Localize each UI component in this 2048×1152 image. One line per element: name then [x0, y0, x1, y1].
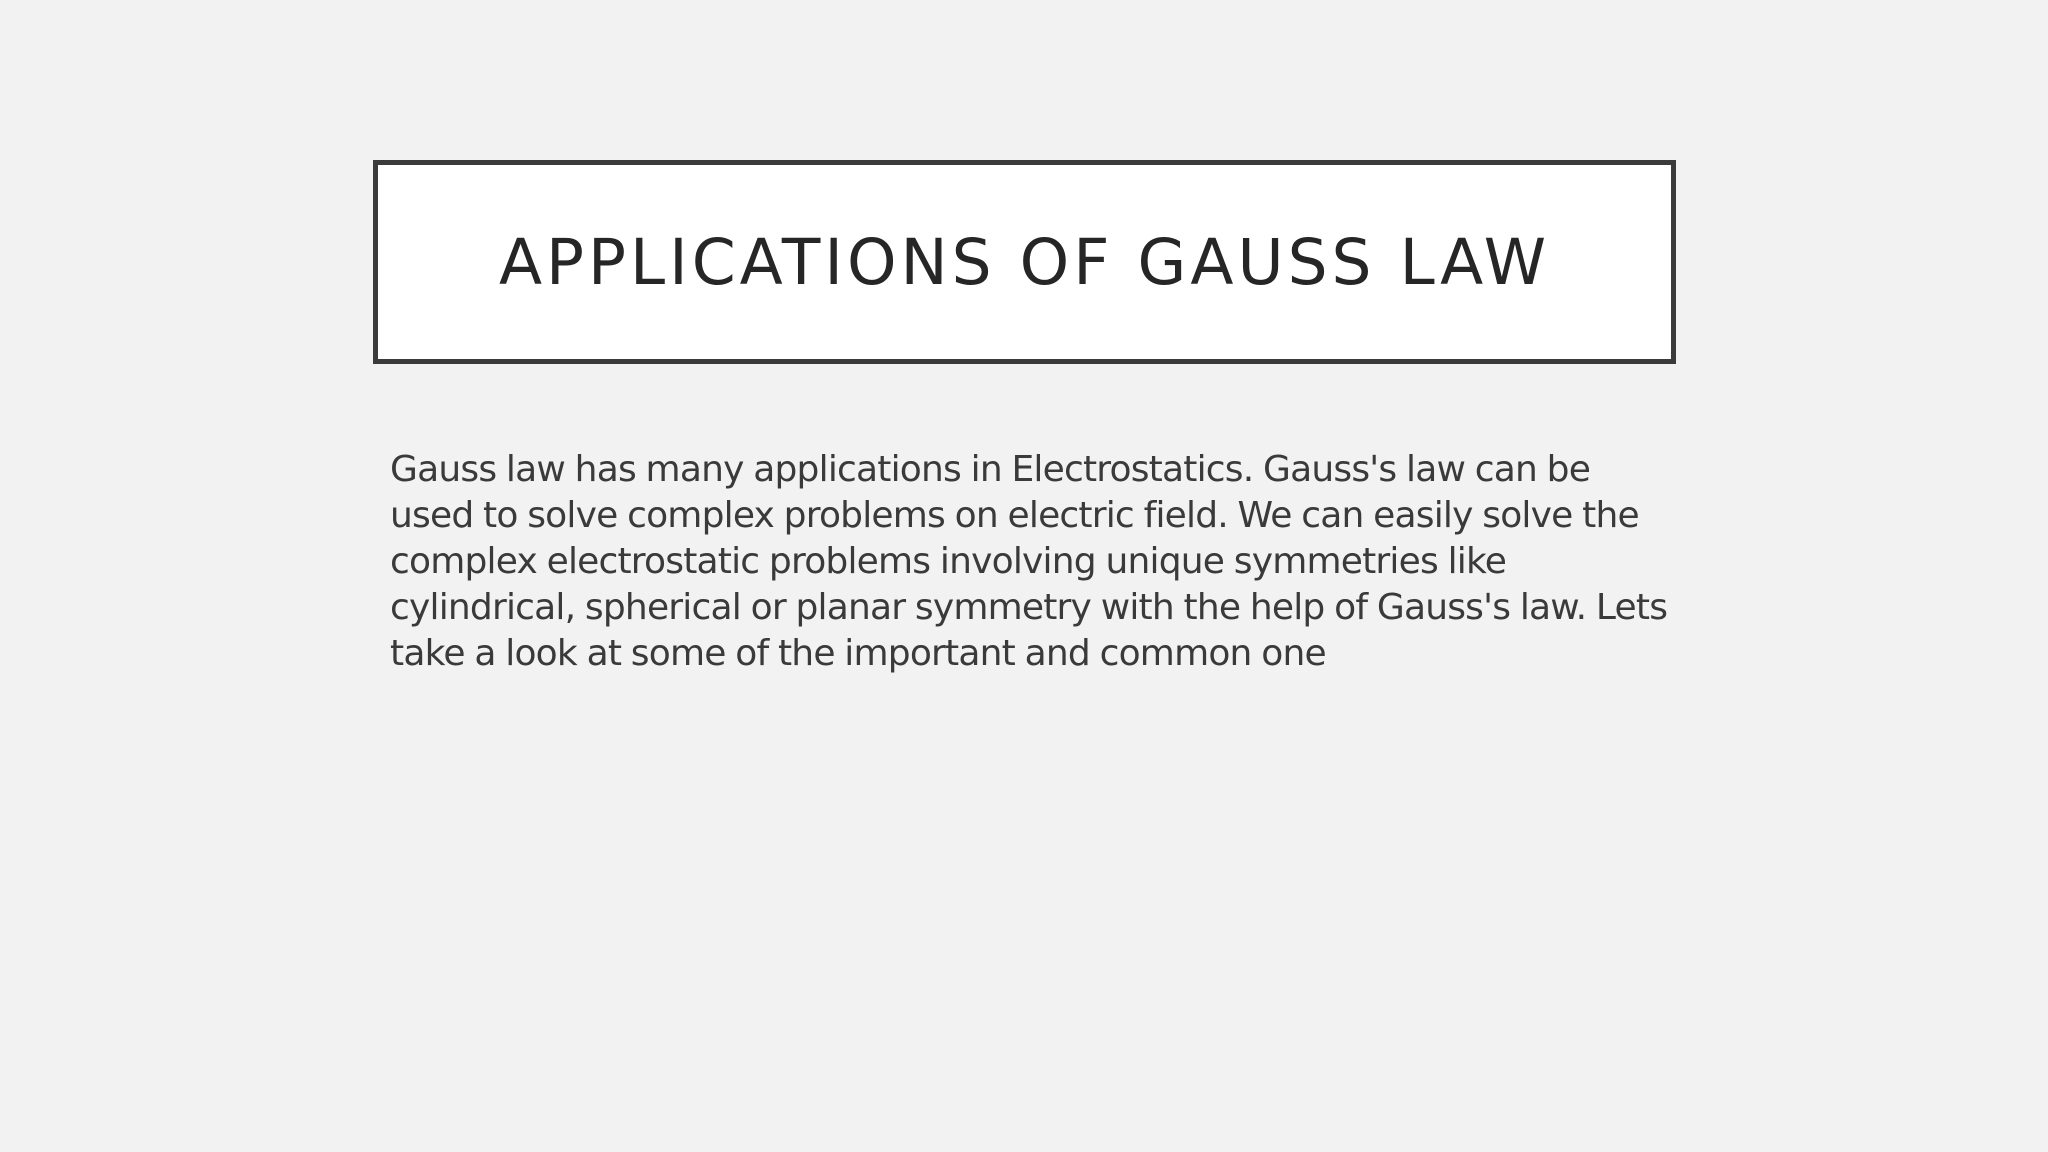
body-line-5: take a look at some of the important and common one: [390, 633, 1326, 674]
body-line-4: cylindrical, spherical or planar symmetry with the help of Gauss's law. Lets: [390, 587, 1668, 628]
body-line-1: Gauss law has many applications in Electrostatics. Gauss's law can be: [390, 449, 1591, 490]
body-line-2: used to solve complex problems on electric field. We can easily solve the: [390, 495, 1639, 536]
body-line-3: complex electrostatic problems involving unique symmetries like: [390, 541, 1507, 582]
title-box: [373, 160, 1676, 364]
slide-title: APPLICATIONS OF GAUSS LAW: [498, 225, 1551, 299]
body-paragraph: [390, 447, 1680, 677]
